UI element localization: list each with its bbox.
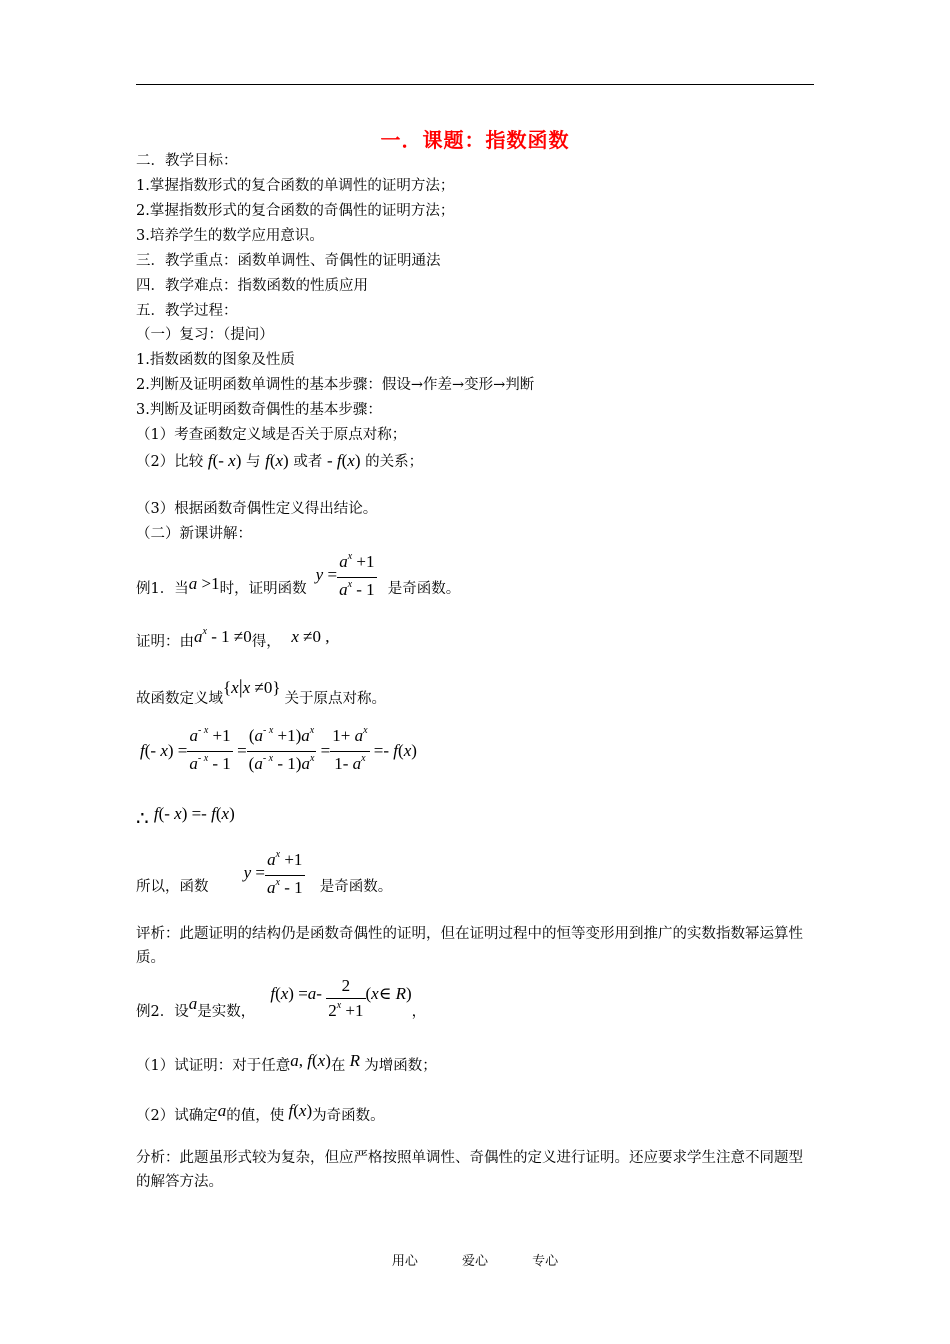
question-2-suffix: 为奇函数。: [312, 1108, 385, 1124]
review-item-3: 3.判断及证明函数奇偶性的基本步骤：: [136, 402, 382, 418]
footer-item-3: 专心: [532, 1254, 559, 1269]
domain-line: 故函数定义域{x|x ≠0}关于原点对称。: [136, 676, 387, 707]
question-1-in: 在: [330, 1058, 346, 1074]
review-3b-or: 或者: [293, 454, 323, 470]
example-1: 例1．当a >1时，证明函数 y = $\frac{a^x +1}{a^x - 1}$ 是奇函数。: [136, 552, 460, 603]
goal-3: 3.培养学生的数学应用意识。: [136, 228, 324, 244]
example-1-when: 时，证明函数: [219, 581, 307, 597]
goal-2: 2.掌握指数形式的复合函数的奇偶性的证明方法；: [136, 203, 455, 219]
header-rule: [136, 84, 814, 85]
review-item-2: 2.判断及证明函数单调性的基本步骤：假设→作差→变形→判断: [136, 377, 535, 393]
review-3b-prefix: （2）比较: [136, 454, 204, 470]
comment-paragraph: 评析：此题证明的结构仍是函数奇偶性的证明，但在证明过程中的恒等变形用到推广的实数指数幂运算性质。: [136, 926, 803, 966]
formula-ax-minus-1: a: [194, 627, 203, 646]
formula-a-gt-1: a: [188, 574, 198, 593]
review-3b-suffix: 的关系；: [365, 454, 424, 470]
formula-neg-f-x: -: [326, 451, 337, 470]
footer-item-2: 爱心: [461, 1254, 488, 1269]
proof-line: 证明：由$a^x - 1 \ne 0$得， x ≠0 ,: [136, 626, 330, 650]
question-1: （1）试证明：对于任意a, f(x)在 R 为增函数；: [136, 1051, 437, 1074]
example-1-prefix: 例1．当: [136, 581, 189, 597]
footer-item-1: 用心: [391, 1254, 418, 1269]
question-2: （2）试确定a的值，使 f(x)为奇函数。: [136, 1101, 385, 1124]
conclusion-prefix: 所以，函数: [136, 879, 209, 895]
section-4-heading: 四．教学难点：指数函数的性质应用: [136, 278, 368, 294]
therefore-line: ∴ f(- x) =- f(x): [136, 804, 235, 830]
formula-f-x: f: [265, 451, 270, 470]
formula-y: y: [315, 565, 324, 584]
question-1-prefix: （1）试证明：对于任意: [136, 1058, 291, 1074]
proof-prefix: 证明：由: [136, 634, 194, 650]
review-heading: （一）复习：（提问）: [136, 327, 274, 343]
conclusion-suffix: 是奇函数。: [319, 879, 393, 895]
page-title: 一．课题：指数函数: [380, 128, 570, 152]
review-item-1: 1.指数函数的图象及性质: [136, 352, 295, 368]
review-item-3b: （2）比较 f(- x) 与 f(x) 或者 - f(x) 的关系；: [136, 451, 424, 470]
new-lesson-heading: （二）新课讲解：: [136, 526, 252, 542]
question-2-value: 的值，使: [226, 1108, 285, 1124]
formula-x-ne-0: x: [291, 627, 299, 646]
section-3-heading: 三．教学重点：函数单调性、奇偶性的证明通法: [136, 253, 441, 269]
review-item-3a: （1）考查函数定义域是否关于原点对称；: [136, 427, 407, 443]
goal-1: 1.掌握指数形式的复合函数的单调性的证明方法；: [136, 178, 455, 194]
question-2-prefix: （2）试确定: [136, 1108, 218, 1124]
example-2-prefix: 例2．设: [136, 1003, 189, 1020]
derivation-f-neg-x: f(- x) = $\frac{a^{- x} +1}{a^{- x} - 1}$ = $\frac{(a^{- x} +1)a^x}{(a^{- x} - 1)a^x}$ = $\frac{1+ a^x}{1- a^x}$ =- f(x): [140, 725, 417, 773]
question-1-suffix: 为增函数；: [364, 1058, 437, 1074]
domain-suffix: 关于原点对称。: [284, 691, 387, 707]
example-2: 例2．设a是实数， f(x) =a- $\frac{2}{2^x +1}$ (x∈ R)，: [136, 976, 427, 1020]
section-5-heading: 五．教学过程：: [136, 303, 238, 319]
review-item-3c: （3）根据函数奇偶性定义得出结论。: [136, 501, 378, 517]
example-1-suffix: 是奇函数。: [387, 581, 461, 597]
proof-get: 得，: [251, 634, 281, 650]
formula-f-def: f: [270, 983, 276, 1003]
therefore-symbol: ∴: [136, 806, 149, 830]
review-3b-with: 与: [245, 454, 261, 470]
conclusion-line: 所以，函数 y = $\frac{a^x +1}{a^x - 1}$ 是奇函数。: [136, 849, 393, 897]
page-footer: [0, 1250, 950, 1269]
domain-prefix: 故函数定义域: [136, 691, 223, 707]
formula-domain-set: {: [223, 678, 232, 697]
section-2-heading: 二．教学目标：: [136, 153, 238, 169]
analysis-paragraph: 分析：此题虽形式较为复杂，但应严格按照单调性、奇偶性的定义进行证明。还应要求学生注意不同题型的解答方法。: [136, 1150, 803, 1190]
example-2-real: 是实数，: [197, 1003, 256, 1020]
example-2-comma: ，: [411, 1003, 427, 1020]
formula-fraction-ax: $\frac{a^x +1}{a^x - 1}$: [339, 551, 375, 599]
formula-f-neg-x: f: [207, 451, 213, 470]
